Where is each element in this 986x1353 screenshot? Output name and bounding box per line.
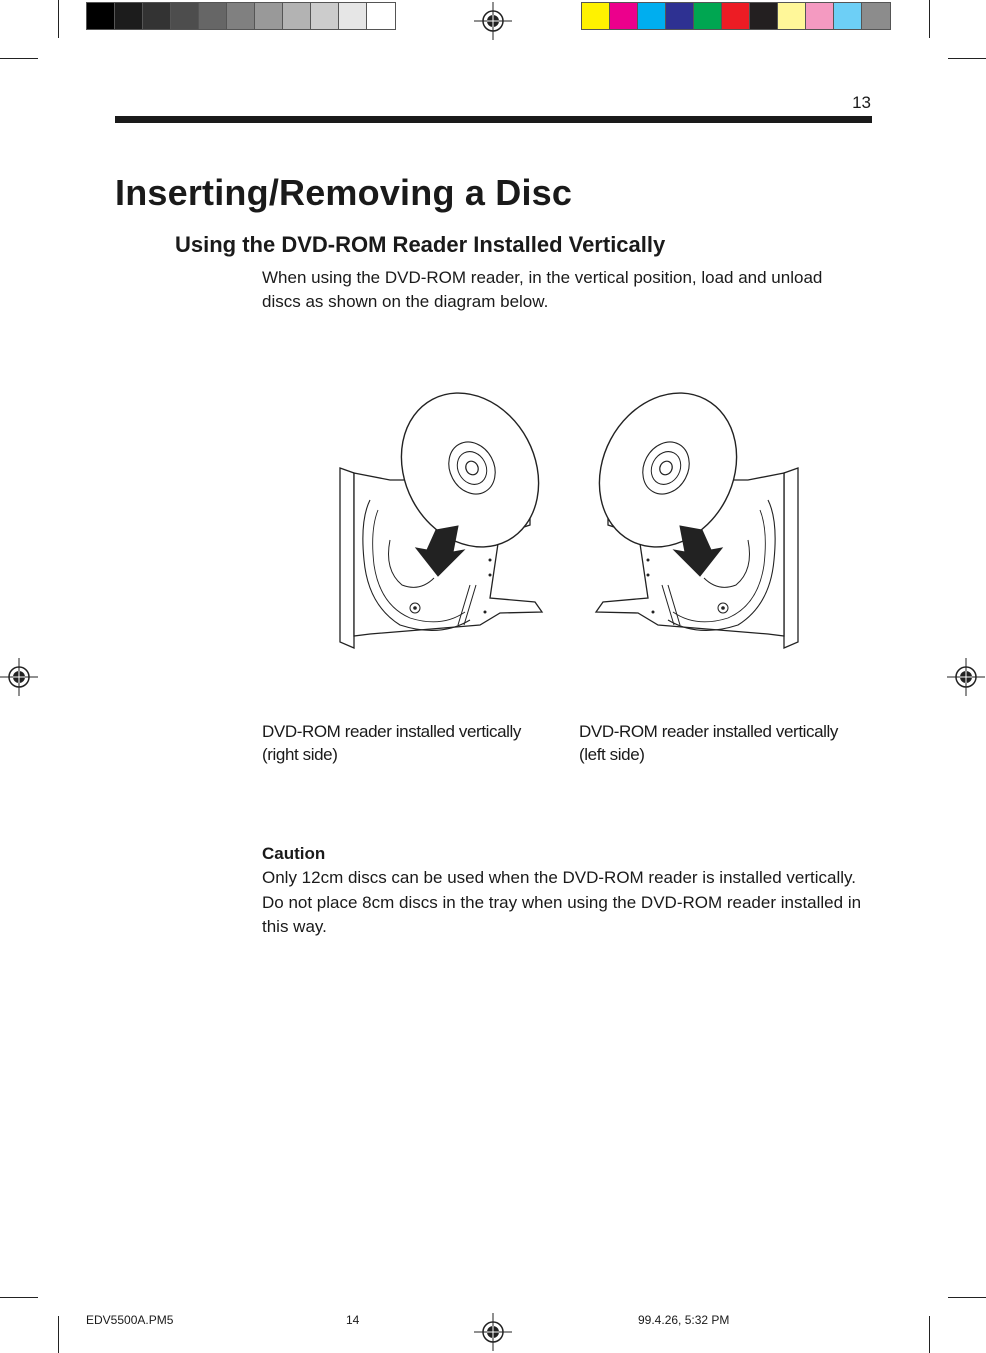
color-swatch	[283, 3, 311, 29]
drive-right-side-illustration	[340, 380, 565, 648]
color-swatch	[694, 3, 722, 29]
caption-left-side	[579, 720, 838, 766]
footer-timestamp: 99.4.26, 5:32 PM	[638, 1313, 730, 1327]
crop-mark	[58, 0, 59, 38]
crop-mark	[58, 1316, 59, 1353]
section-subtitle: Using the DVD-ROM Reader Installed Vertically	[175, 232, 666, 257]
drive-left-side-illustration	[573, 380, 798, 648]
color-swatch	[722, 3, 750, 29]
registration-mark-icon	[474, 1313, 512, 1351]
registration-mark-icon	[474, 2, 512, 40]
footer-page: 14	[346, 1313, 360, 1327]
header-rule	[115, 116, 872, 123]
registration-mark-icon	[0, 658, 38, 696]
crop-mark	[948, 58, 986, 59]
color-swatch	[87, 3, 115, 29]
color-swatch	[339, 3, 367, 29]
color-swatch	[143, 3, 171, 29]
page-number: 13	[852, 93, 871, 112]
intro-paragraph: When using the DVD-ROM reader, in the vertical position, load and unload discs as shown on the diagram below.	[262, 268, 823, 311]
color-swatch	[638, 3, 666, 29]
caption-line: DVD-ROM reader installed vertically	[579, 722, 839, 741]
color-swatch	[367, 3, 395, 29]
caution-heading: Caution	[262, 844, 326, 863]
footer-file-name: EDV5500A.PM5	[86, 1313, 174, 1327]
color-swatch	[806, 3, 834, 29]
caption-line: (left side)	[579, 745, 645, 764]
crop-mark	[948, 1297, 986, 1298]
caption-right-side	[262, 720, 521, 766]
crop-mark	[0, 58, 38, 59]
page-title: Inserting/Removing a Disc	[115, 172, 573, 213]
color-swatch	[255, 3, 283, 29]
color-swatch	[199, 3, 227, 29]
color-calibration-bar	[581, 2, 891, 30]
caution-text: Only 12cm discs can be used when the DVD-ROM reader is installed vertically. Do not place 8cm discs in the tray when using the DVD-ROM reader installed in this way.	[262, 868, 862, 936]
color-swatch	[610, 3, 638, 29]
gray-calibration-bar	[86, 2, 396, 30]
disc-loading-diagram	[330, 380, 810, 670]
color-swatch	[582, 3, 610, 29]
color-swatch	[750, 3, 778, 29]
color-swatch	[666, 3, 694, 29]
color-swatch	[171, 3, 199, 29]
color-swatch	[834, 3, 862, 29]
caption-line: DVD-ROM reader installed vertically	[262, 722, 522, 741]
color-swatch	[778, 3, 806, 29]
color-swatch	[115, 3, 143, 29]
color-swatch	[311, 3, 339, 29]
color-swatch	[227, 3, 255, 29]
registration-mark-icon	[947, 658, 985, 696]
crop-mark	[0, 1297, 38, 1298]
color-swatch	[862, 3, 890, 29]
crop-mark	[929, 0, 930, 38]
crop-mark	[929, 1316, 930, 1353]
caption-line: (right side)	[262, 745, 338, 764]
